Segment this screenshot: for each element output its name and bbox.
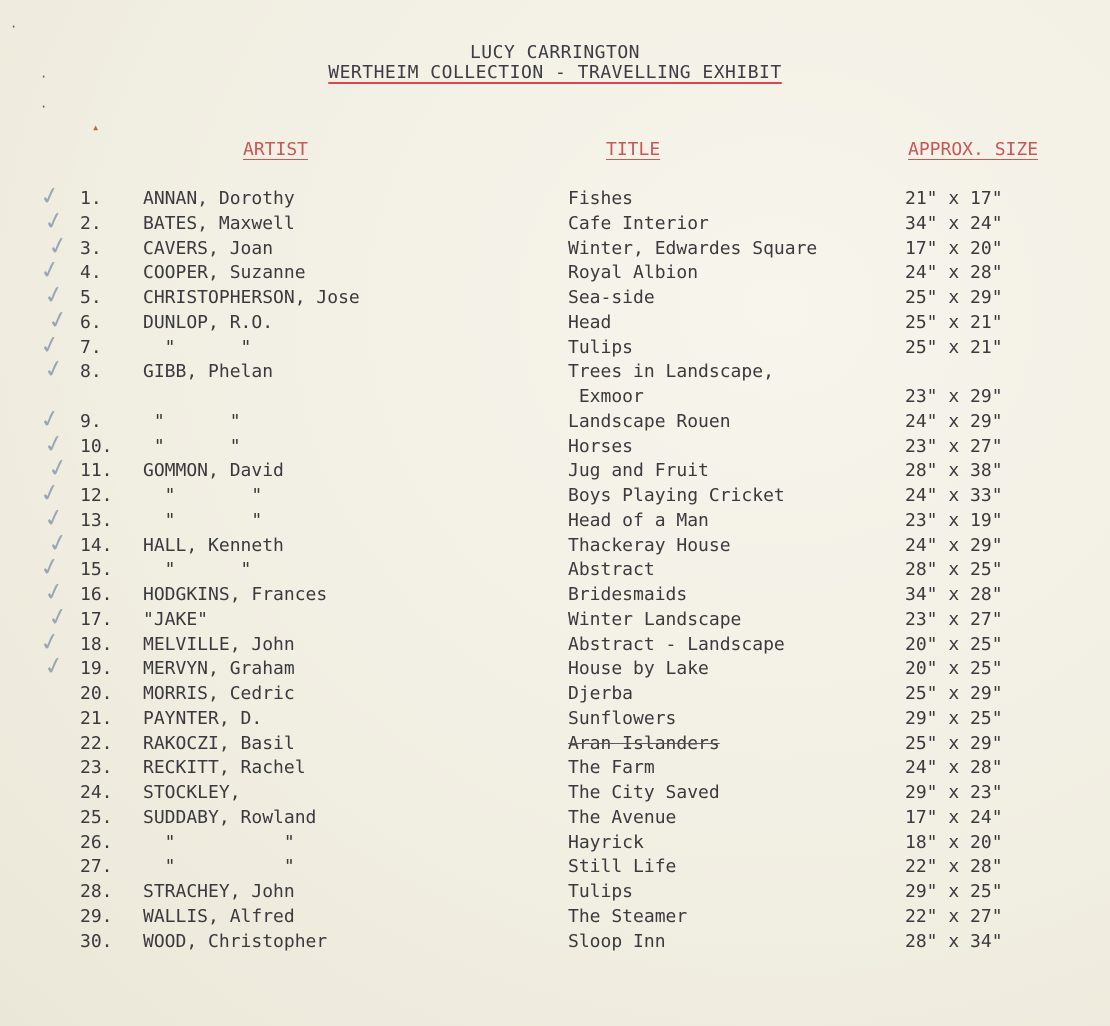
table-row xyxy=(0,361,1110,386)
row-number: 21. xyxy=(80,707,113,729)
artwork-size: 25" x 21" xyxy=(905,336,1003,358)
artwork-title: Winter Landscape xyxy=(568,608,742,630)
table-row xyxy=(0,609,1110,634)
artist-name: WOOD, Christopher xyxy=(143,930,328,952)
artwork-title: Jug and Fruit xyxy=(568,460,709,482)
artist-name: PAYNTER, D. xyxy=(143,707,263,729)
artwork-size: 24" x 28" xyxy=(905,757,1003,779)
row-number: 11. xyxy=(80,460,113,482)
ink-speck: ▴ xyxy=(92,120,100,134)
table-row xyxy=(0,931,1110,956)
artwork-title: The City Saved xyxy=(568,782,720,803)
artwork-size: 22" x 28" xyxy=(905,856,1003,878)
table-row xyxy=(0,312,1110,337)
artwork-size: 24" x 29" xyxy=(905,534,1003,556)
check-mark-icon: ✓ xyxy=(45,452,71,485)
artwork-title: Winter, Edwardes Square xyxy=(568,237,818,259)
artwork-size: 25" x 29" xyxy=(905,683,1003,704)
artist-name: COOPER, Suzanne xyxy=(143,262,306,284)
artist-name: RECKITT, Rachel xyxy=(143,757,306,779)
check-mark-icon: ✓ xyxy=(41,427,67,460)
table-row xyxy=(0,856,1110,881)
artwork-size: 28" x 25" xyxy=(905,559,1003,581)
table-row xyxy=(0,262,1110,287)
column-header-size: APPROX. SIZE xyxy=(908,139,1039,160)
table-row xyxy=(0,436,1110,461)
artwork-size: 25" x 29" xyxy=(905,287,1003,308)
artwork-size: 25" x 29" xyxy=(905,732,1003,754)
table-row xyxy=(0,188,1110,213)
artist-name: " " xyxy=(143,856,295,878)
artwork-title: Abstract xyxy=(568,559,655,581)
artwork-size: 24" x 29" xyxy=(905,410,1003,432)
table-row xyxy=(0,683,1110,708)
artwork-title: Tulips xyxy=(568,336,634,358)
artist-name: " " xyxy=(143,509,263,531)
row-number: 28. xyxy=(80,881,113,902)
artwork-size: 28" x 34" xyxy=(905,930,1003,952)
artwork-title: Sloop Inn xyxy=(568,930,666,952)
row-number: 30. xyxy=(80,930,113,952)
artist-name: SUDDABY, Rowland xyxy=(143,806,317,828)
artwork-size: 34" x 28" xyxy=(905,584,1003,605)
artwork-title: Boys Playing Cricket xyxy=(568,485,785,506)
artwork-title: Horses xyxy=(568,435,634,457)
artwork-size: 24" x 28" xyxy=(905,262,1003,284)
artist-name: HODGKINS, Frances xyxy=(143,584,328,605)
artwork-size: 29" x 25" xyxy=(905,881,1003,902)
ink-speck: · xyxy=(10,20,18,34)
row-number: 12. xyxy=(80,485,113,506)
artwork-title: Still Life xyxy=(568,856,677,878)
artist-name: CAVERS, Joan xyxy=(143,237,274,259)
artwork-title: Aran Islanders xyxy=(568,732,720,754)
artwork-title: The Farm xyxy=(568,757,655,779)
table-row xyxy=(0,881,1110,906)
artwork-title: Hayrick xyxy=(568,831,644,853)
artwork-size: 18" x 20" xyxy=(905,831,1003,853)
artwork-title: Exmoor xyxy=(568,386,644,407)
table-row xyxy=(0,807,1110,832)
artwork-size: 34" x 24" xyxy=(905,212,1003,234)
row-number: 13. xyxy=(80,509,113,531)
table-row xyxy=(0,213,1110,238)
row-number: 25. xyxy=(80,806,113,828)
ink-speck: · xyxy=(40,100,48,114)
artist-name: BATES, Maxwell xyxy=(143,212,295,234)
check-mark-icon: ✓ xyxy=(37,254,63,287)
artwork-title: Head of a Man xyxy=(568,509,709,531)
artwork-size: 23" x 27" xyxy=(905,435,1003,457)
artwork-size: 25" x 21" xyxy=(905,311,1003,333)
table-row xyxy=(0,287,1110,312)
row-number: 23. xyxy=(80,757,113,779)
check-mark-icon: ✓ xyxy=(41,204,67,237)
artwork-title: Cafe Interior xyxy=(568,212,709,234)
artwork-size: 24" x 33" xyxy=(905,485,1003,506)
row-number: 1. xyxy=(80,188,102,209)
row-number: 7. xyxy=(80,336,102,358)
artist-name: STOCKLEY, xyxy=(143,782,241,803)
row-number: 10. xyxy=(80,435,113,457)
artist-name: " " xyxy=(143,435,241,457)
check-mark-icon: ✓ xyxy=(37,180,63,212)
row-number: 8. xyxy=(80,361,102,383)
check-mark-icon: ✓ xyxy=(41,279,67,311)
artwork-title: Thackeray House xyxy=(568,534,731,556)
artist-name: "JAKE" xyxy=(143,608,209,630)
artwork-title: Tulips xyxy=(568,881,634,902)
row-number: 27. xyxy=(80,856,113,878)
artwork-size: 29" x 23" xyxy=(905,782,1003,803)
artwork-size: 21" x 17" xyxy=(905,188,1003,209)
artwork-title: Royal Albion xyxy=(568,262,699,284)
artist-name: RAKOCZI, Basil xyxy=(143,732,295,754)
artwork-title: Djerba xyxy=(568,683,634,704)
row-number: 2. xyxy=(80,212,102,234)
table-row xyxy=(0,411,1110,436)
table-row xyxy=(0,535,1110,560)
artwork-title: Fishes xyxy=(568,188,634,209)
row-number: 18. xyxy=(80,633,113,655)
check-mark-icon: ✓ xyxy=(37,402,63,435)
artist-name: CHRISTOPHERSON, Jose xyxy=(143,287,360,308)
artist-name: HALL, Kenneth xyxy=(143,534,284,556)
check-mark-icon: ✓ xyxy=(45,229,71,262)
row-number: 9. xyxy=(80,410,102,432)
check-mark-icon: ✓ xyxy=(41,501,67,534)
check-mark-icon: ✓ xyxy=(41,353,67,386)
artwork-title: The Avenue xyxy=(568,806,677,828)
artist-name: " " xyxy=(143,410,241,432)
row-number: 20. xyxy=(80,683,113,704)
table-row xyxy=(0,708,1110,733)
artwork-title: House by Lake xyxy=(568,658,709,680)
artwork-title: Bridesmaids xyxy=(568,584,688,605)
check-mark-icon: ✓ xyxy=(45,303,71,336)
artwork-title: Head xyxy=(568,311,612,333)
table-row xyxy=(0,757,1110,782)
check-mark-icon: ✓ xyxy=(37,551,63,584)
row-number: 19. xyxy=(80,658,113,680)
artist-name: " " xyxy=(143,831,295,853)
ink-speck: · xyxy=(40,70,48,84)
row-number: 15. xyxy=(80,559,113,581)
artist-name: MORRIS, Cedric xyxy=(143,683,295,704)
table-row xyxy=(0,238,1110,263)
artist-name: GOMMON, David xyxy=(143,460,284,482)
artist-name: " " xyxy=(143,559,252,581)
row-number: 29. xyxy=(80,905,113,927)
table-row xyxy=(0,906,1110,931)
row-number: 5. xyxy=(80,287,102,308)
check-mark-icon: ✓ xyxy=(41,650,67,683)
artwork-size: 28" x 38" xyxy=(905,460,1003,482)
artwork-title: Abstract - Landscape xyxy=(568,633,785,655)
table-row xyxy=(0,559,1110,584)
row-number: 22. xyxy=(80,732,113,754)
row-number: 4. xyxy=(80,262,102,284)
column-header-title: TITLE xyxy=(606,139,661,160)
artist-name: " " xyxy=(143,336,252,358)
artwork-size: 23" x 19" xyxy=(905,509,1003,531)
table-row xyxy=(0,337,1110,362)
check-mark-icon: ✓ xyxy=(37,328,63,361)
table-row xyxy=(0,584,1110,609)
artwork-title: Sea-side xyxy=(568,287,655,308)
check-mark-icon: ✓ xyxy=(41,576,67,608)
table-row xyxy=(0,634,1110,659)
table-row xyxy=(0,485,1110,510)
artwork-size: 23" x 29" xyxy=(905,386,1003,407)
column-header-artist: ARTIST xyxy=(243,139,309,160)
artwork-size: 20" x 25" xyxy=(905,633,1003,655)
artwork-size: 23" x 27" xyxy=(905,608,1003,630)
table-row xyxy=(0,782,1110,807)
row-number: 17. xyxy=(80,608,113,630)
artwork-size: 17" x 24" xyxy=(905,806,1003,828)
artwork-size: 22" x 27" xyxy=(905,905,1003,927)
check-mark-icon: ✓ xyxy=(45,526,71,559)
table-row xyxy=(0,832,1110,857)
check-mark-icon: ✓ xyxy=(37,477,63,509)
artist-name: DUNLOP, R.O. xyxy=(143,311,274,333)
artwork-size: 17" x 20" xyxy=(905,237,1003,259)
row-number: 6. xyxy=(80,311,102,333)
artist-name: GIBB, Phelan xyxy=(143,361,274,383)
table-row xyxy=(0,460,1110,485)
artist-name: MERVYN, Graham xyxy=(143,658,295,680)
row-number: 26. xyxy=(80,831,113,853)
document-title: WERTHEIM COLLECTION - TRAVELLING EXHIBIT xyxy=(328,62,782,83)
row-number: 16. xyxy=(80,584,113,605)
table-row xyxy=(0,510,1110,535)
artwork-title: Trees in Landscape, xyxy=(568,361,774,383)
artist-name: WALLIS, Alfred xyxy=(143,905,295,927)
artist-name: MELVILLE, John xyxy=(143,633,295,655)
artwork-size: 29" x 25" xyxy=(905,707,1003,729)
artist-name: " " xyxy=(143,485,263,506)
artwork-size: 20" x 25" xyxy=(905,658,1003,680)
check-mark-icon: ✓ xyxy=(45,600,71,633)
row-number: 3. xyxy=(80,237,102,259)
artist-name: STRACHEY, John xyxy=(143,881,295,902)
row-number: 14. xyxy=(80,534,113,556)
check-mark-icon: ✓ xyxy=(37,625,63,658)
table-row xyxy=(0,386,1110,411)
artwork-title: Landscape Rouen xyxy=(568,410,731,432)
artwork-title: Sunflowers xyxy=(568,707,677,729)
table-row xyxy=(0,733,1110,758)
artist-name: ANNAN, Dorothy xyxy=(143,188,295,209)
artwork-title: The Steamer xyxy=(568,905,688,927)
row-number: 24. xyxy=(80,782,113,803)
table-row xyxy=(0,658,1110,683)
document-author: LUCY CARRINGTON xyxy=(469,42,641,63)
